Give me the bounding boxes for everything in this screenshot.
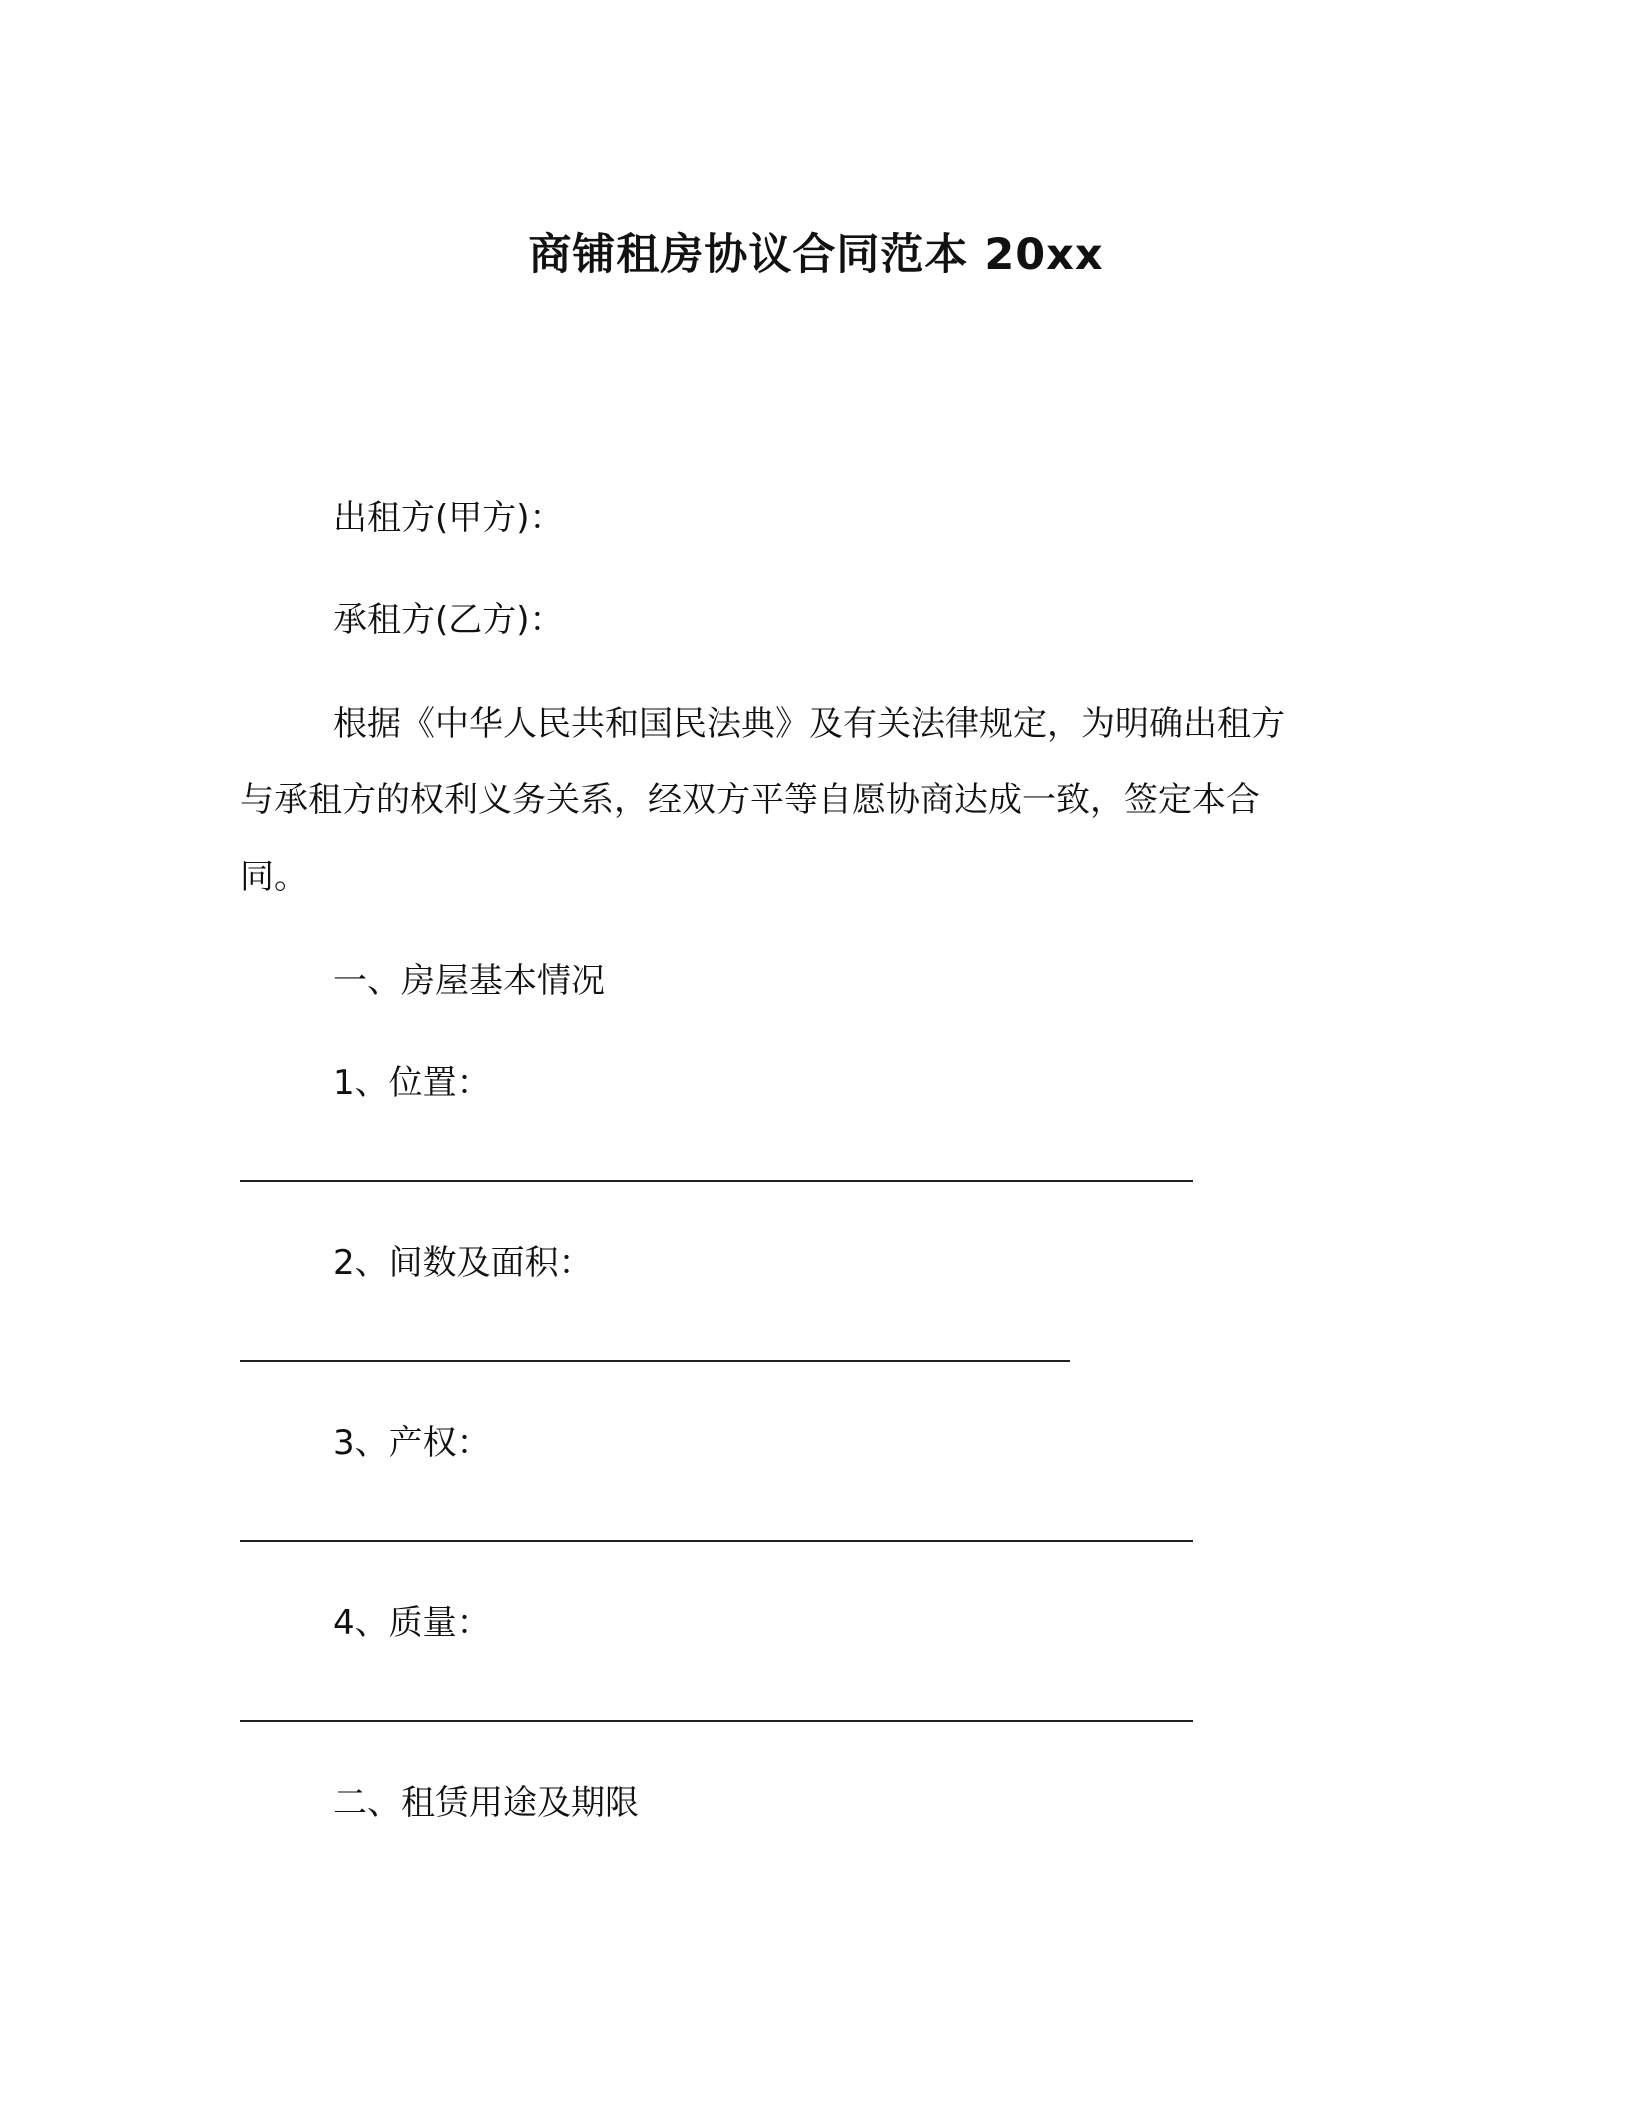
preamble-line-2: 与承租方的权利义务关系，经双方平等自愿协商达成一致，签定本合 bbox=[240, 780, 1260, 820]
preamble-line-3: 同。 bbox=[240, 857, 308, 897]
quality-blank-line bbox=[240, 1720, 1193, 1722]
item-property-rights-label: 3、产权： bbox=[333, 1423, 491, 1463]
section-1-heading: 一、房屋基本情况 bbox=[333, 961, 605, 1001]
document-title: 商铺租房协议合同范本 20xx bbox=[528, 230, 1104, 280]
party-a-label: 出租方(甲方)： bbox=[333, 498, 564, 538]
rooms-area-blank-line bbox=[240, 1360, 1070, 1362]
item-location-label: 1、位置： bbox=[333, 1063, 491, 1103]
party-b-label: 承租方(乙方)： bbox=[333, 600, 564, 640]
item-quality-label: 4、质量： bbox=[333, 1603, 491, 1643]
location-blank-line bbox=[240, 1180, 1193, 1182]
item-rooms-area-label: 2、间数及面积： bbox=[333, 1243, 593, 1283]
property-rights-blank-line bbox=[240, 1540, 1193, 1542]
section-2-heading: 二、租赁用途及期限 bbox=[333, 1783, 639, 1823]
preamble-line-1: 根据《中华人民共和国民法典》及有关法律规定，为明确出租方 bbox=[333, 704, 1285, 744]
